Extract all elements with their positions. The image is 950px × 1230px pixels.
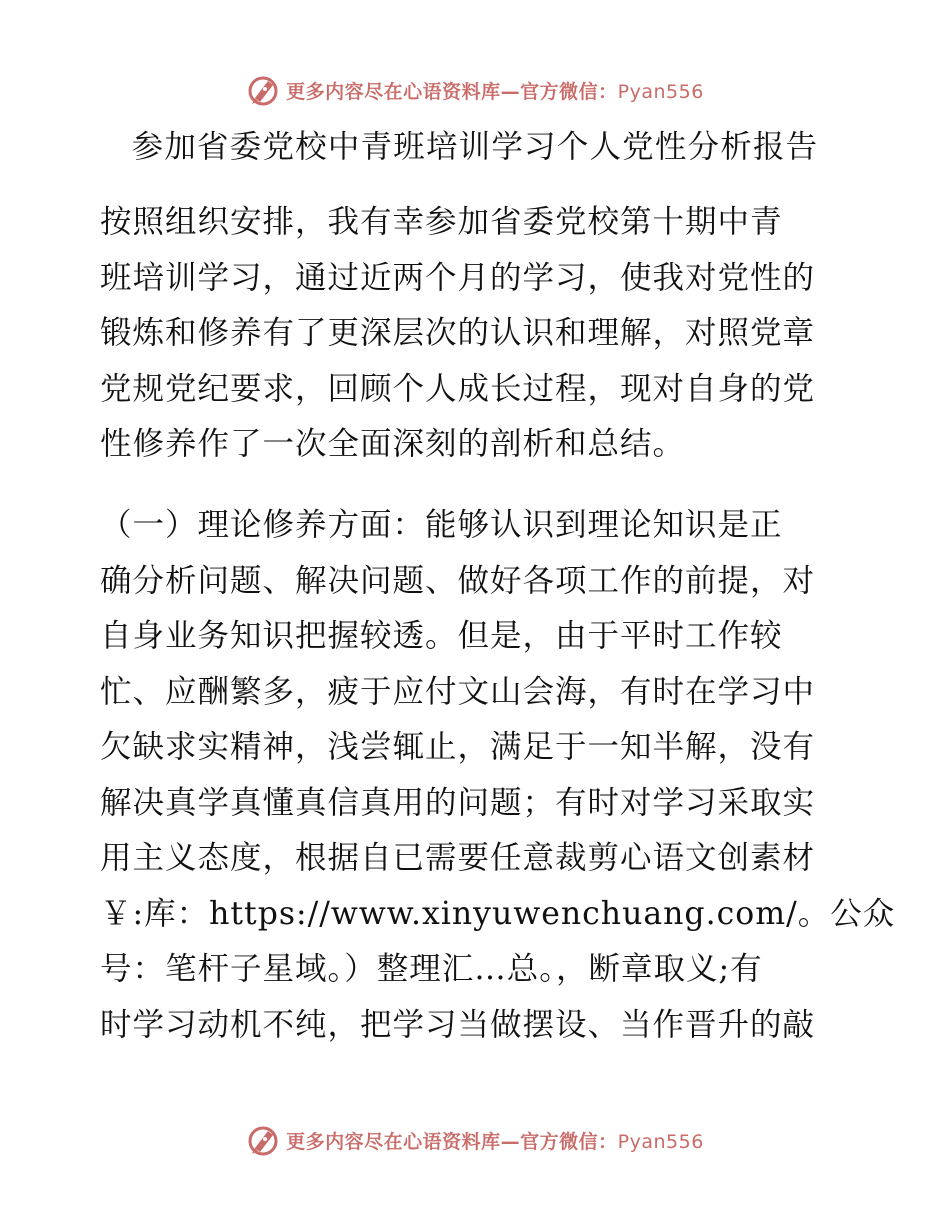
paragraph-line: （一）理论修养方面：能够认识到理论知识是正 xyxy=(100,507,783,543)
watermark-text: 更多内容尽在心语资料库—官方微信：Pyan556 xyxy=(286,1130,704,1153)
header-watermark xyxy=(0,70,950,110)
paragraph-line: 时学习动机不纯，把学习当做摆设、当作晋升的敲 xyxy=(100,1006,816,1043)
paragraph-line: 自身业务知识把握较透。但是，由于平时工作较 xyxy=(100,618,783,654)
paragraph-line: 用主义态度，根据自已需要任意裁剪心语文创素材 xyxy=(100,840,816,876)
footer-watermark xyxy=(0,1120,950,1160)
paragraph-line: 忙、应酬繁多，疲于应付文山会海，有时在学习中 xyxy=(100,673,816,710)
paragraph-line: 班培训学习，通过近两个月的学习，使我对党性的 xyxy=(100,259,816,296)
paragraph-line: 锻炼和修养有了更深层次的认识和理解，对照党章 xyxy=(100,315,816,351)
watermark-text: 更多内容尽在心语资料库—官方微信：Pyan556 xyxy=(286,80,704,103)
paragraph-line: 性修养作了一次全面深刻的剖析和总结。 xyxy=(100,426,686,462)
paragraph-line: ￥:库：https://www.xinyuwenchuang.com/。公众 xyxy=(100,895,896,932)
pen-nib-logo-icon xyxy=(246,1123,280,1157)
paragraph-line: 号：笔杆子星域。）整理汇…总。，断章取义;有 xyxy=(100,951,763,987)
paragraph-line: 按照组织安排，我有幸参加省委党校第十期中青 xyxy=(100,204,783,240)
paragraph-line: 解决真学真懂真信真用的问题；有时对学习采取实 xyxy=(100,784,816,821)
paragraph-theory xyxy=(100,498,896,1053)
paragraph-line: 党规党纪要求，回顾个人成长过程，现对自身的党 xyxy=(100,370,816,407)
document-title: 参加省委党校中青班培训学习个人党性分析报告 xyxy=(131,129,819,165)
paragraph-line: 确分析问题、解决问题、做好各项工作的前提，对 xyxy=(100,562,816,599)
paragraph-intro xyxy=(100,195,850,473)
pen-nib-logo-icon xyxy=(246,73,280,107)
paragraph-line: 欠缺求实精神，浅尝辄止，满足于一知半解，没有 xyxy=(100,729,816,765)
